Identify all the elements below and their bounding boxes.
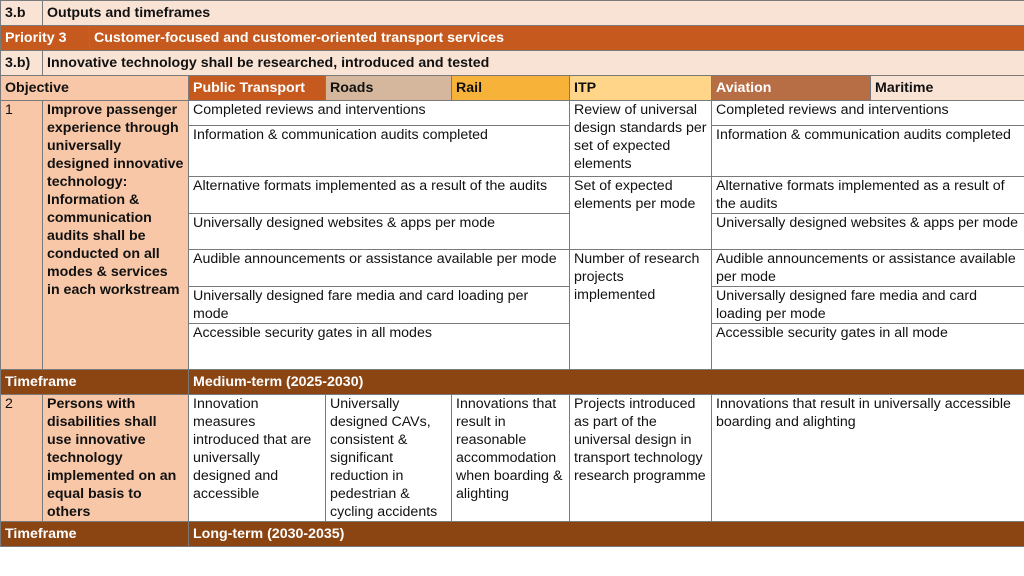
- objective-2-number: 2: [1, 395, 43, 522]
- column-header-row: [1, 76, 1024, 101]
- sub-priority-title: Innovative technology shall be researched, introduced and tested: [43, 51, 1024, 76]
- obj2-roads-cell: Universally designed CAVs, consistent & significant reduction in pedestrian & cycling accidents: [326, 395, 452, 522]
- obj1-itp-cell: Number of research projects implemented: [570, 250, 712, 370]
- objective-1-number: 1: [1, 101, 43, 370]
- objective-2-row: [1, 395, 1024, 522]
- objective-1-text: Improve passenger experience through universally designed innovative technology: Information & communication audits shall be conducted on all modes & services in each workstream: [43, 101, 189, 370]
- column-objective: Objective: [1, 76, 189, 101]
- obj1-prr-cell: Information & communication audits completed: [189, 126, 570, 177]
- timeframe-1-row: [1, 370, 1024, 395]
- objective-2-text: Persons with disabilities shall use innovative technology implemented on an equal basis to others: [43, 395, 189, 522]
- obj1-itp-cell: Set of expected elements per mode: [570, 177, 712, 250]
- obj1-prr-cell: Accessible security gates in all modes: [189, 324, 570, 370]
- priority-row: [1, 26, 1024, 51]
- obj1-am-cell: Alternative formats implemented as a result of the audits: [712, 177, 1024, 214]
- obj1-prr-cell: Alternative formats implemented as a result of the audits: [189, 177, 570, 214]
- timeframe-1-label: Timeframe: [1, 370, 189, 395]
- column-rail: Rail: [452, 76, 570, 101]
- obj1-am-cell: Accessible security gates in all mode: [712, 324, 1024, 370]
- column-aviation: Aviation: [712, 76, 871, 101]
- obj1-itp-cell: Review of universal design standards per set of expected elements: [570, 101, 712, 177]
- obj1-am-cell: Audible announcements or assistance available per mode: [712, 250, 1024, 287]
- column-roads: Roads: [326, 76, 452, 101]
- timeframe-2-row: [1, 522, 1024, 547]
- obj2-public-transport-cell: Innovation measures introduced that are universally designed and accessible: [189, 395, 326, 522]
- obj1-prr-cell: Universally designed websites & apps per mode: [189, 214, 570, 250]
- timeframe-2-value: Long-term (2030-2035): [189, 522, 1024, 547]
- column-public-transport: Public Transport: [189, 76, 326, 101]
- obj2-itp-cell: Projects introduced as part of the universal design in transport technology research programme: [570, 395, 712, 522]
- obj1-prr-cell: Universally designed fare media and card loading per mode: [189, 287, 570, 324]
- obj1-prr-cell: Completed reviews and interventions: [189, 101, 570, 126]
- column-itp: ITP: [570, 76, 712, 101]
- timeframe-2-label: Timeframe: [1, 522, 189, 547]
- obj1-am-cell: Universally designed websites & apps per mode: [712, 214, 1024, 250]
- obj2-rail-cell: Innovations that result in reasonable accommodation when boarding & alighting: [452, 395, 570, 522]
- section-title: Outputs and timeframes: [43, 1, 1024, 26]
- sub-priority-row: [1, 51, 1024, 76]
- priority-label: Priority 3: [1, 26, 90, 51]
- timeframe-1-value: Medium-term (2025-2030): [189, 370, 1024, 395]
- obj1-am-cell: Universally designed fare media and card loading per mode: [712, 287, 1024, 324]
- obj1-prr-cell: Audible announcements or assistance available per mode: [189, 250, 570, 287]
- priority-title: Customer-focused and customer-oriented transport services: [90, 26, 1024, 51]
- obj1-am-cell: Information & communication audits completed: [712, 126, 1024, 177]
- section-row: [1, 1, 1024, 26]
- objective-1-row-a: [1, 101, 1024, 126]
- sub-priority-id: 3.b): [1, 51, 43, 76]
- obj1-am-cell: Completed reviews and interventions: [712, 101, 1024, 126]
- column-maritime: Maritime: [871, 76, 1024, 101]
- obj2-aviation-maritime-cell: Innovations that result in universally accessible boarding and alighting: [712, 395, 1024, 522]
- section-id: 3.b: [1, 1, 43, 26]
